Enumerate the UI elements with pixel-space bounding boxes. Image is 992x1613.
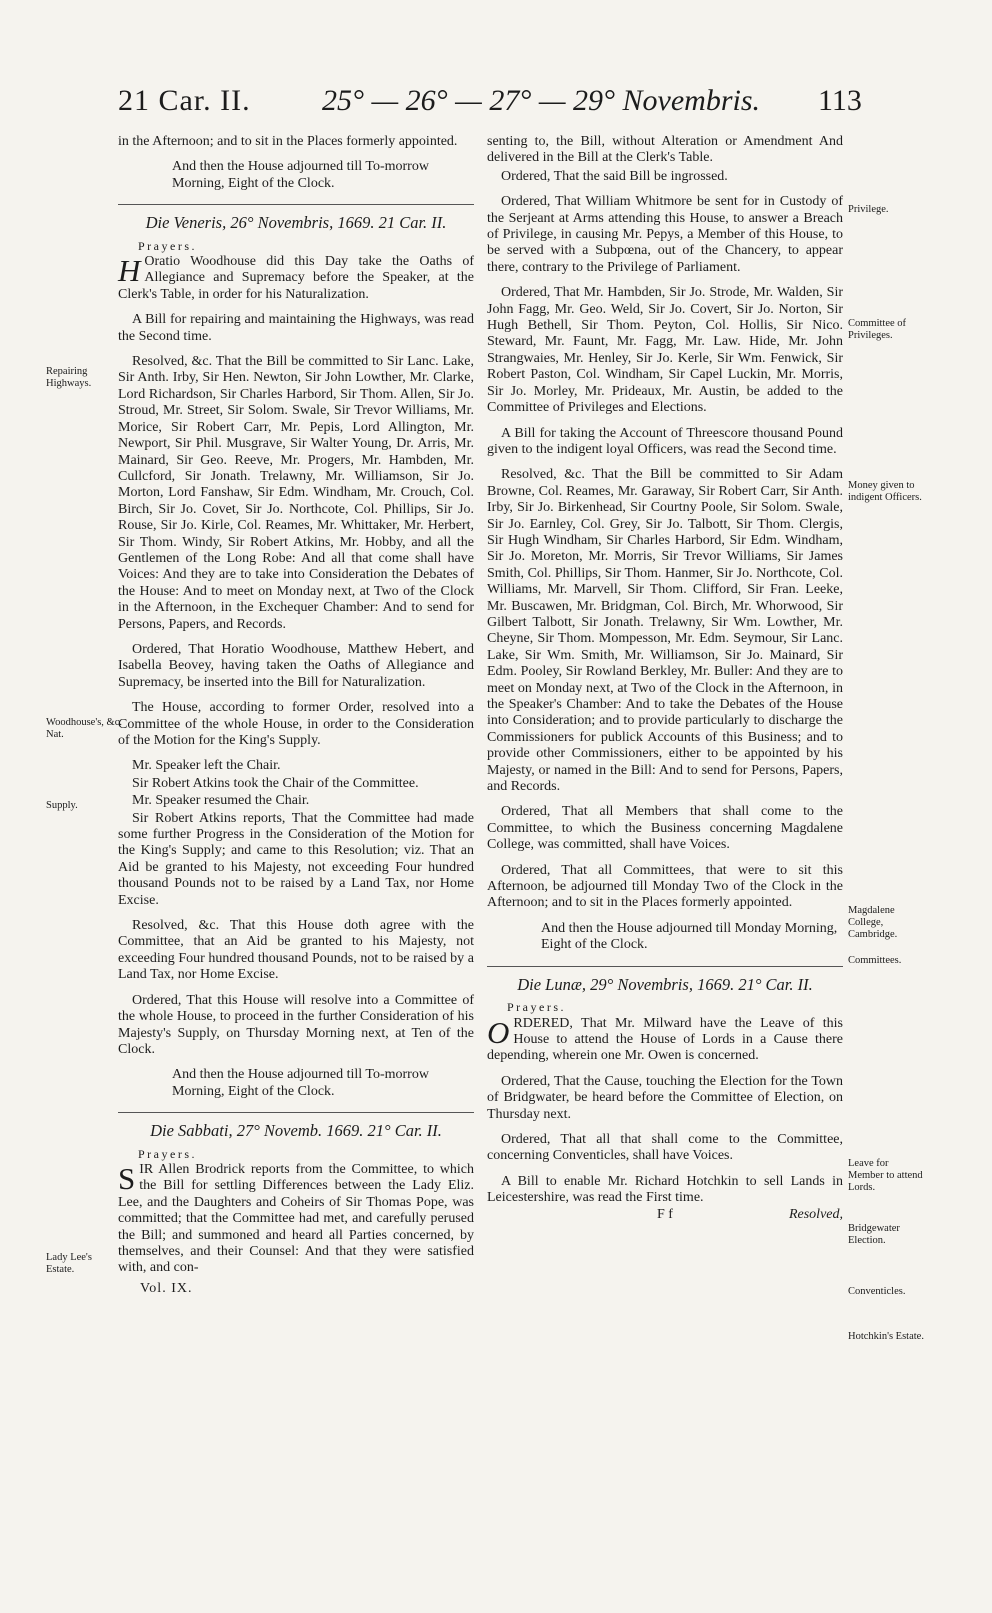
margin-note-naturalization: Woodhouse's, &c. Nat. [46, 717, 122, 740]
entry-speaker-resumed: Mr. Speaker resumed the Chair. [132, 793, 310, 809]
entry-bridgwater: Ordered, That the Cause, touching the Election for the Town of Bridgwater, be heard before the Committee of Election, on Thursday next. [487, 1073, 843, 1122]
entry-magdalene: Ordered, That all Members that shall come to the Committee, to which the Business concerning Magdalene College, was committed, shall have Voices. [487, 804, 843, 853]
entry-whitmore-privilege: Ordered, That William Whitmore be sent for in Custody of the Serjeant at Arms attending this House, to answer a Breach of Privilege, in causing Mr. Pepys, a Member of this House, to be served with a Subpœna, out of the Chancery, to appear there, contrary to the Privilege of Parliament. [487, 194, 843, 275]
margin-note-highways: Repairing Highways. [46, 366, 92, 389]
entry-atkins-chair: Sir Robert Atkins took the Chair of the Committee. [132, 775, 419, 791]
adjournment: And then the House adjourned till Monday Morning, Eight of the Clock. [541, 920, 838, 953]
adjournment: And then the House adjourned till To-morrow Morning, Eight of the Clock. [172, 159, 429, 191]
entry-supply-resolved: Resolved, &c. That this House doth agree with the Committee, that an Aid be granted to his Majesty, not exceeding Four hundred thousand Pounds, not to be raised by a Land Tax, nor Home Excise. [118, 918, 474, 983]
margin-note-committee-privileges: Committee of Privileges. [848, 318, 907, 341]
entry-ingrossed: Ordered, That the said Bill be ingrossed. [501, 168, 728, 184]
continued-paragraph: in the Afternoon; and to sit in the Places formerly appointed. [118, 134, 458, 149]
margin-note-lady-lee: Lady Lee's Estate. [46, 1252, 92, 1275]
entry-privileges-committee: Ordered, That Mr. Hambden, Sir Jo. Strode, Mr. Walden, Sir John Fagg, Mr. Geo. Weld, Sir Jo. Covert, Sir Jo. Norton, Sir Hugh Bethell, Sir Thom. Peyton, Col. Hollis, Sir Nico. Steward, Mr. Faunt, Mr. Fagg, Mr. Law. Hide, Mr. John Strangwaies, Mr. Henley, Sir Jo. Kerle, Sir Wm. Fenwick, Sir Robert Paston, Col. Windham, Sir Capel Luckin, Mr. Morris, Sir Jo. Morley, Mr. Prideaux, Mr. Austin, be added to the Committee of Privileges and Elections. [487, 285, 843, 416]
left-column [118, 134, 474, 1297]
running-header [0, 84, 992, 128]
page-footer [487, 1207, 843, 1223]
drop-cap: O [487, 1014, 510, 1050]
entry-lady-lee: SIR Allen Brodrick reports from the Committee, to which the Bill for settling Differences between the Lady Eliz. Lee, and the Daughters and Coheirs of Sir Thomas Pope, was committed; that the Committee had met, and carefully perused the Bill; and summoned and heard all Parties concerned, by themselves, and their Counsel: And that they were satisfied with, and con- [118, 1160, 474, 1276]
drop-cap: H [118, 253, 141, 289]
entry-conventicles: Ordered, That all that shall come to the Committee, concerning Conventicles, shall have Voices. [487, 1131, 843, 1164]
margin-note-hotchkin: Hotchkin's Estate. [848, 1331, 924, 1342]
adjournment: And then the House adjourned till To-morrow Morning, Eight of the Clock. [172, 1067, 429, 1099]
margin-note-magdalene: Magdalene College, Cambridge. [848, 905, 898, 940]
entry-milward-leave: ORDERED, That Mr. Milward have the Leave of this House to attend the House of Lords in a Cause there depending, wherein one Mr. Owen is concerned. [487, 1014, 843, 1064]
entry-naturalization: Ordered, That Horatio Woodhouse, Matthew Hebert, and Isabella Beovey, having taken the Oaths of Allegiance and Supremacy, be inserted into the Bill for Naturalization. [118, 641, 474, 690]
section-divider [487, 966, 843, 967]
volume-signature: Vol. IX. [140, 1280, 193, 1296]
margin-note-supply: Supply. [46, 800, 78, 811]
entry-supply-ordered: Ordered, That this House will resolve into a Committee of the whole House, to proceed in the further Consideration of his Majesty's Supply, on Thursday Morning next, at Ten of the Clock. [118, 992, 474, 1057]
header-dates: 25° — 26° — 27° — 29° Novembris. [322, 84, 761, 117]
prayers-heading: Prayers. [138, 238, 197, 253]
entry-woodhouse-oaths: H Oratio Woodhouse did this Day take the Oaths of Allegiance and Supremacy before the Speaker, at the Clerk's Table, in order for his Naturalization. [118, 253, 474, 302]
entry-officers-committee: Resolved, &c. That the Bill be committed to Sir Adam Browne, Col. Reames, Mr. Garaway, Sir Robert Carr, Sir Anth. Irby, Sir Jo. Birkenhead, Sir Courtny Poole, Sir Solom. Swale, Sir Jo. Earnley, Col. Grey, Sir Jo. Talbott, Sir Thom. Clergis, Sir Hugh Windham, Sir Charles Harbord, Sir Edm. Windham, Sir Jo. Moreton, Mr. Morris, Sir Trevor Williams, Sir James Smith, Col. Phillips, Sir Thom. Hanmer, Sir Jo. Northcote, Col. Williams, Mr. Marvell, Sir Thom. Clifford, Sir Fran. Leeke, Mr. Buscawen, Mr. Bridgman, Col. Birch, Mr. Whorwood, Sir Gilbert Talbott, Sir Jonath. Trelawny, Sir Wm. Lowther, Mr. Cheyne, Sir Thom. Mompesson, Mr. Edm. Seymour, Sir Lanc. Lake, Sir Wm. Smith, Mr. Williamson, Sir Jo. Mainard, Sir Edm. Pooley, Sir Rowland Berkley, Mr. Buller: And they are to meet on Monday next, at Two of the Clock in the Afternoon, in the Speaker's Chamber: And to take the Debates of the House into Consideration; and to provide particularly to discharge the Commissioners for publick Accounts of this Business; and to provide other Commissioners, either to be appointed by his Majesty, or named in the Bill: And to send for Persons, Papers, and Records. [487, 467, 843, 795]
margin-note-bridgwater: Bridgewater Election. [848, 1223, 900, 1246]
margin-note-leave: Leave for Member to attend Lords. [848, 1158, 923, 1193]
entry-officers-bill: A Bill for taking the Account of Threescore thousand Pound given to the indigent loyal Officers, was read the Second time. [487, 425, 843, 457]
prayers-heading: Prayers. [507, 1000, 566, 1015]
entry-hotchkin-bill: A Bill to enable Mr. Richard Hotchkin to sell Lands in Leicestershire, was read the First time. [487, 1173, 843, 1206]
signature-mark: F f [657, 1206, 673, 1222]
prayers-heading: Prayers. [138, 1146, 197, 1161]
section-divider [118, 1112, 474, 1113]
entry-supply-committee: The House, according to former Order, resolved into a Committee of the whole House, in order to the Consideration of the Motion for the King's Supply. [118, 700, 474, 748]
date-heading: Die Sabbati, 27° Novemb. 1669. 21° Car. II. [150, 1121, 442, 1141]
section-divider [118, 204, 474, 205]
date-heading: Die Lunæ, 29° Novembris, 1669. 21° Car. II. [517, 974, 813, 994]
continued-paragraph: senting to, the Bill, without Alteration or Amendment And delivered in the Bill at the Clerk's Table. [487, 134, 843, 166]
margin-note-conventicles: Conventicles. [848, 1286, 906, 1297]
margin-note-privilege: Privilege. [848, 204, 889, 215]
entry-highways-committee: Resolved, &c. That the Bill be committed to Sir Lanc. Lake, Sir Anth. Irby, Sir Hen. Newton, Sir John Lowther, Mr. Clarke, Lord Richardson, Sir Charles Harbord, Sir Thom. Allen, Sir Jo. Stroud, Mr. Street, Sir Solom. Swale, Sir Trevor Williams, Mr. Morice, Sir Robert Carr, Mr. Pepis, Lord Allington, Mr. Newport, Sir Phil. Musgrave, Sir Walter Young, Dr. Arris, Mr. Mainard, Sir Geo. Reeve, Mr. Progers, Mr. Hambden, Mr. Cullcford, Sir Jonath. Trelawny, Mr. Williamson, Sir Jo. Morton, Lord Fanshaw, Sir Edm. Windham, Mr. Crouch, Col. Birch, Sir Jo. Covet, Sir Jo. Northcote, Col. Phillips, Sir Jo. Rouse, Sir Jo. Kirle, Col. Reames, Mr. Whittaker, Mr. Herbert, Sir Thom. Windy, Sir Robert Atkins, Mr. Hobby, and all the Gentlemen of the Long Robe: And all that come shall have Voices: And they are to take into Consideration the Debates of the House: And to meet on Monday next, at Two of the Clock in the Afternoon, in the Exchequer Chamber: And to send for Persons, Papers, and Records. [118, 354, 474, 632]
margin-note-money-officers: Money given to indigent Officers. [848, 480, 922, 503]
entry-committees-adjourned: Ordered, That all Committees, that were to sit this Afternoon, be adjourned till Monday Two of the Clock in the Afternoon; and to sit in the Places formerly appointed. [487, 862, 843, 911]
drop-cap: S [118, 1160, 136, 1196]
right-column [487, 134, 843, 1232]
entry-atkins-report: Sir Robert Atkins reports, That the Committee had made some further Progress in the Consideration of the Motion for the King's Supply; and came to this Resolution; viz. That an Aid be granted to his Majesty, not exceeding Four hundred thousand Pounds not to be raised by a Land Tax, nor Home Excise. [118, 810, 474, 908]
page-number: 113 [818, 84, 862, 117]
catchword: Resolved, [788, 1206, 843, 1222]
regnal-year: 21 Car. II. [118, 84, 251, 117]
margin-note-committees: Committees. [848, 955, 902, 966]
entry-highways-bill: A Bill for repairing and maintaining the Highways, was read the Second time. [118, 312, 474, 344]
date-heading: Die Veneris, 26° Novembris, 1669. 21 Car. II. [145, 213, 447, 233]
entry-speaker-left: Mr. Speaker left the Chair. [132, 758, 281, 774]
